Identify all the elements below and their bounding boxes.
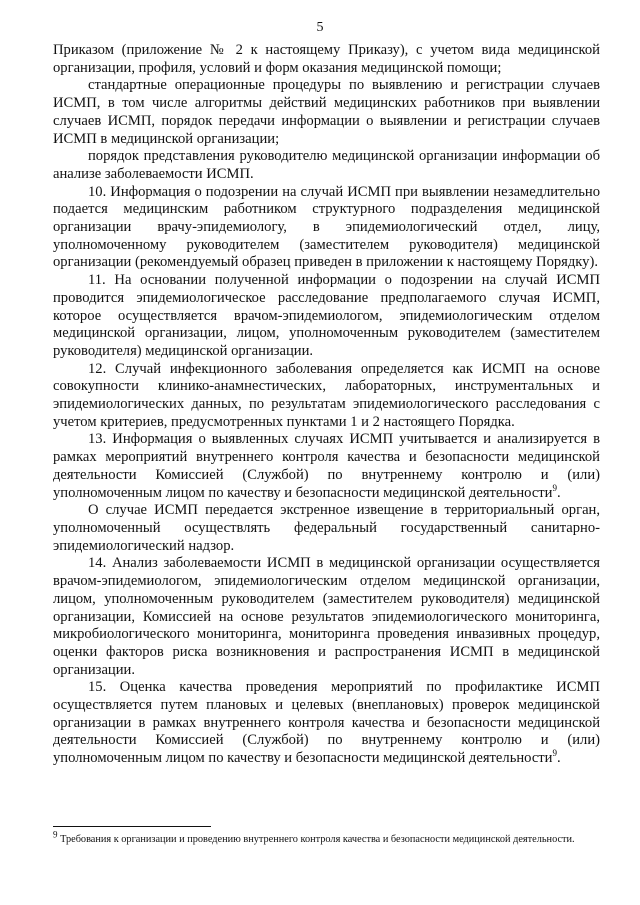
paragraph-10 bbox=[53, 184, 600, 273]
paragraph-11 bbox=[53, 272, 600, 361]
paragraph-14 bbox=[53, 555, 600, 679]
footnote-reference: 9 bbox=[552, 482, 557, 493]
paragraph-text: О случае ИСМП передается экстренное извещение в территориальный орган, уполномоченный осуществлять федеральный государственный санитарно-эпидемиологический надзор. bbox=[53, 502, 600, 554]
footnote-text: Требования к организации и проведению внутреннего контроля качества и безопасности медицинской деятельности. bbox=[57, 834, 575, 845]
document-body bbox=[53, 42, 600, 768]
paragraph bbox=[53, 502, 600, 555]
paragraph-15: 15. Оценка качества проведения мероприятий по профилактике ИСМП осуществляется путем плановых и целевых (внеплановых) проверок медицинской организации в рамках внутреннего контроля качества и безопасности медицинской деятельности Комиссией (Службой) по внутреннему контролю и (или) уполномоченным лицом по качеству и безопасности медицинской деятельности$^9$. bbox=[53, 679, 600, 767]
paragraph-text: стандартные операционные процедуры по выявлению и регистрации случаев ИСМП, в том числе алгоритмы действий медицинских работников при выявлении случаев ИСМП, порядок передачи информации о выявлении и регистрации случаев ИСМП в медицинской организации; bbox=[53, 77, 600, 147]
paragraph-12 bbox=[53, 361, 600, 432]
paragraph-text: порядок представления руководителю медицинской организации информации об анализе заболеваемости ИСМП. bbox=[53, 148, 600, 182]
paragraph-text: Приказом (приложение № 2 к настоящему Приказу), с учетом вида медицинской организации, профиля, условий и форм оказания медицинской помощи; bbox=[53, 42, 600, 76]
footnote-marker: 9 bbox=[53, 829, 58, 840]
paragraph bbox=[53, 148, 600, 183]
paragraph-text: 13. Информация о выявленных случаях ИСМП учитывается и анализируется в рамках мероприятий внутреннего контроля качества и безопасности медицинской деятельности Комиссией (Службой) по внутреннему контролю и (или) уполномоченным лицом по качеству и безопасности медицинской деятельности bbox=[53, 431, 600, 501]
paragraph-text: 10. Информация о подозрении на случай ИСМП при выявлении незамедлительно подается медицинским работником структурного подразделения медицинской организации врачу-эпидемиологу, в эпидемиологический отдел, лицу, уполномоченному руководителем (заместителем руководителя) медицинской организации (рекомендуемый образец приведен в приложении к настоящему Порядку). bbox=[53, 183, 600, 271]
footnote-reference: 9 bbox=[552, 748, 557, 759]
paragraph-text: 12. Случай инфекционного заболевания определяется как ИСМП на основе совокупности клинико-анамнестических, лабораторных, инструментальных и эпидемиологических данных, по результатам эпидемиологического расследования с учетом критериев, предусмотренных пунктами 1 и 2 настоящего Порядка. bbox=[53, 360, 600, 430]
footnote bbox=[53, 829, 613, 846]
paragraph-text: 15. Оценка качества проведения мероприятий по профилактике ИСМП осуществляется путем плановых и целевых (внеплановых) проверок медицинской организации в рамках внутреннего контроля качества и безопасности медицинской деятельности Комиссией (Службой) по внутреннему контролю и (или) уполномоченным лицом по качеству и безопасности медицинской деятельности bbox=[53, 679, 600, 767]
page-number: 5 bbox=[316, 20, 324, 35]
paragraph bbox=[53, 77, 600, 148]
paragraph-13: 13. Информация о выявленных случаях ИСМП учитывается и анализируется в рамках мероприятий внутреннего контроля качества и безопасности медицинской деятельности Комиссией (Службой) по внутреннему контролю и (или) уполномоченным лицом по качеству и безопасности медицинской деятельности$^9$. bbox=[53, 431, 600, 501]
paragraph-text: 11. На основании полученной информации о подозрении на случай ИСМП проводится эпидемиологическое расследование предполагаемого случая ИСМП, которое осуществляется врачом-эпидемиологом, эпидемиологическим отделом медицинской организации, лицом, уполномоченным руководителем (заместителем руководителя) медицинской организации. bbox=[53, 272, 600, 359]
footnote-divider bbox=[53, 826, 211, 827]
paragraph bbox=[53, 42, 600, 77]
paragraph-text: 14. Анализ заболеваемости ИСМП в медицинской организации осуществляется врачом-эпидемиологом, эпидемиологическим отделом медицинской организации, лицом, уполномоченным руководителем (заместителем руководителя) медицинской организации, Комиссией на основе результатов эпидемиологического мониторинга, микробиологического мониторинга, мониторинга проведения инвазивных процедур, оценки факторов риска возникновения и распространения ИСМП в медицинской организации. bbox=[53, 555, 600, 678]
